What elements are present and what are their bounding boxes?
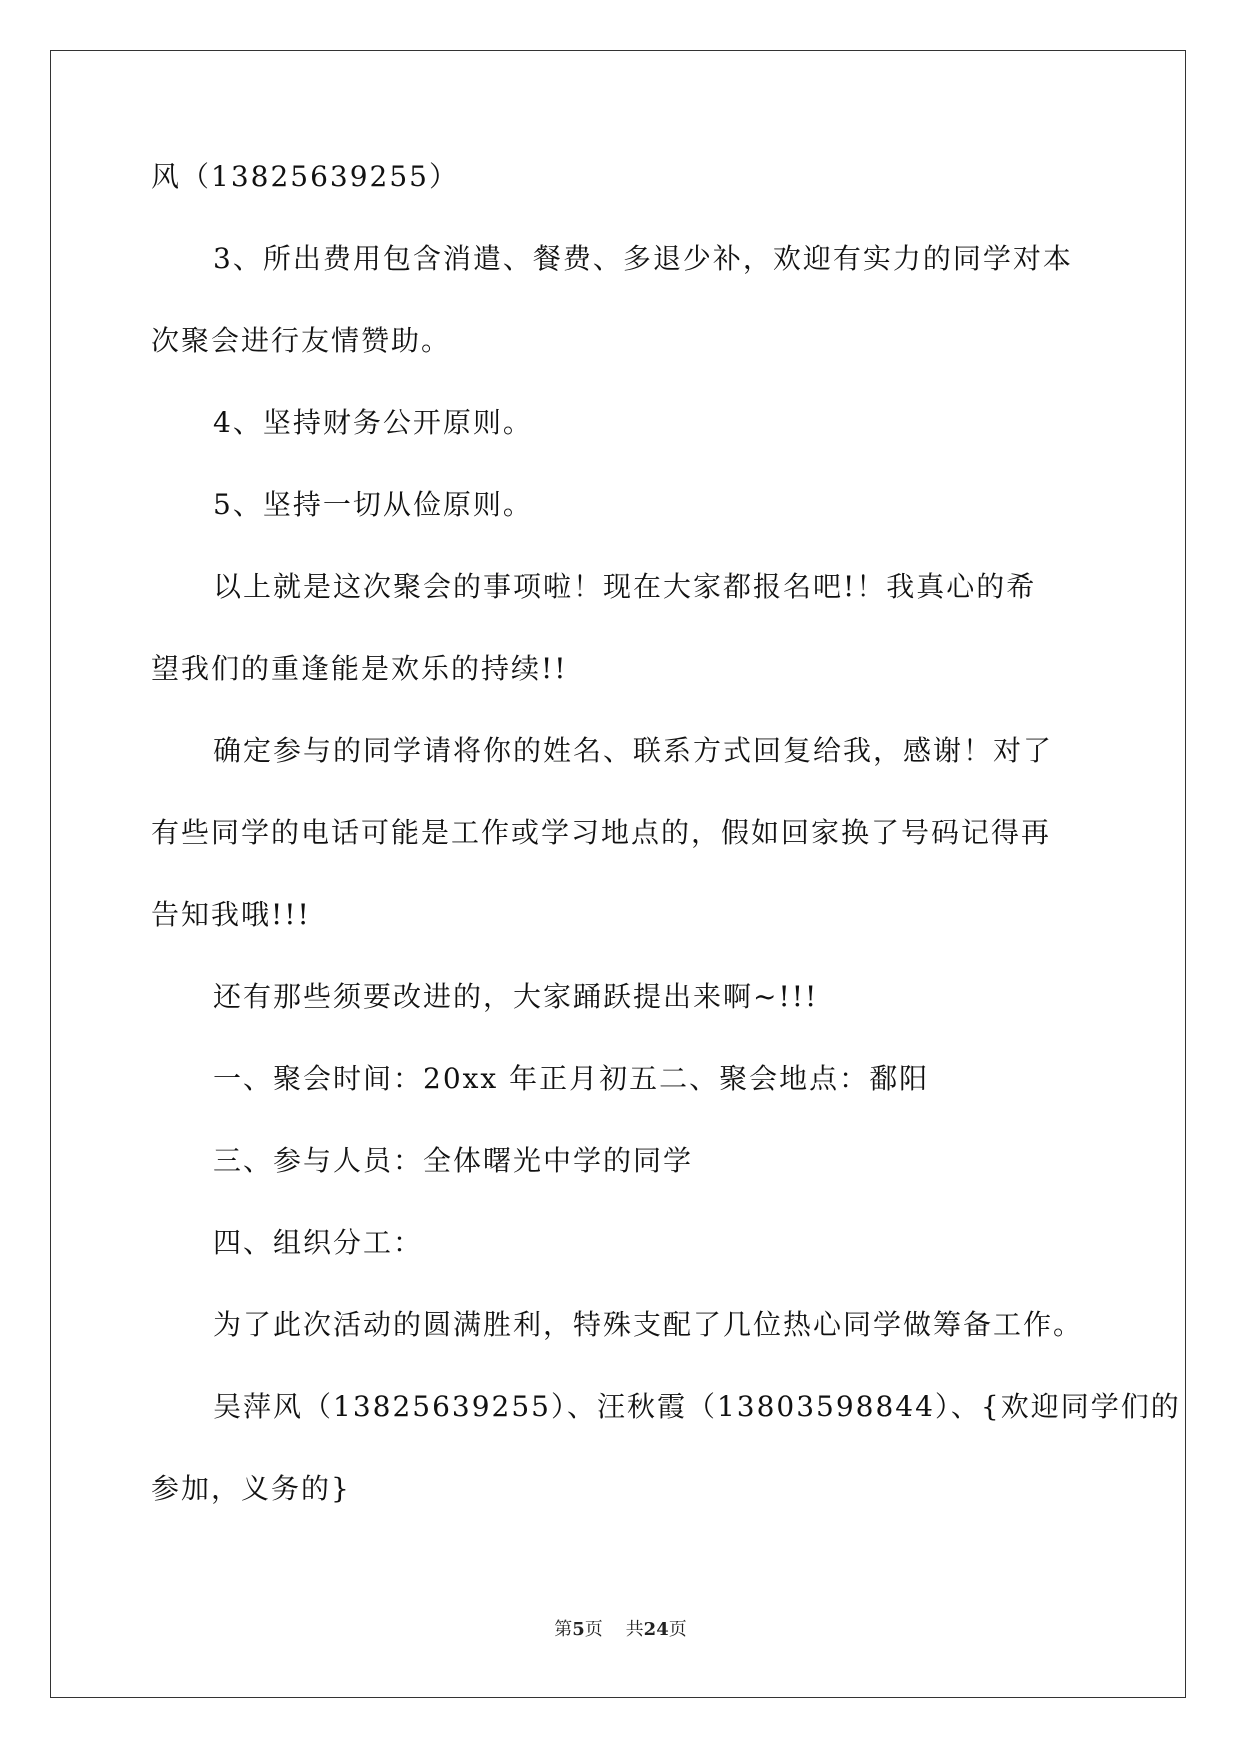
- footer-total-suffix: 页: [668, 1619, 687, 1640]
- text-line: 三、参与人员：全体曙光中学的同学: [213, 1144, 694, 1177]
- text-line: 3、所出费用包含消遣、餐费、多退少补，欢迎有实力的同学对本: [213, 242, 1073, 275]
- page-footer: [0, 1615, 1241, 1641]
- text-line: 确定参与的同学请将你的姓名、联系方式回复给我，感谢！对了: [213, 734, 1054, 767]
- text-line: 次聚会进行友情赞助。: [151, 324, 452, 357]
- text-line: 告知我哦!!!: [151, 898, 311, 931]
- text-line: 以上就是这次聚会的事项啦！现在大家都报名吧!！我真心的希: [213, 570, 1037, 603]
- text-line: 还有那些须要改进的，大家踊跃提出来啊~!!!: [213, 980, 819, 1013]
- document-body: [151, 160, 1181, 1554]
- text-line: 有些同学的电话可能是工作或学习地点的，假如回家换了号码记得再: [151, 816, 1052, 849]
- text-line: 望我们的重逢能是欢乐的持续!!: [151, 652, 568, 685]
- footer-prefix: 第: [554, 1619, 573, 1640]
- text-line: 参加，义务的}: [151, 1472, 351, 1505]
- page-number: 5: [572, 1619, 585, 1640]
- text-line: 一、聚会时间：20xx 年正月初五二、聚会地点：鄱阳: [213, 1062, 930, 1095]
- text-line: 吴萍风（13825639255）、汪秋霞（13803598844）、{欢迎同学们的: [213, 1390, 1181, 1423]
- text-line: 风（13825639255）: [151, 160, 459, 193]
- total-pages: 24: [643, 1619, 669, 1640]
- text-line: 四、组织分工：: [213, 1226, 424, 1259]
- text-line: 为了此次活动的圆满胜利，特殊支配了几位热心同学做筹备工作。: [213, 1308, 1084, 1341]
- text-line: 5、坚持一切从俭原则。: [213, 488, 533, 521]
- footer-total-prefix: 共: [625, 1619, 644, 1640]
- text-line: 4、坚持财务公开原则。: [213, 406, 533, 439]
- footer-page-suffix: 页: [584, 1619, 603, 1640]
